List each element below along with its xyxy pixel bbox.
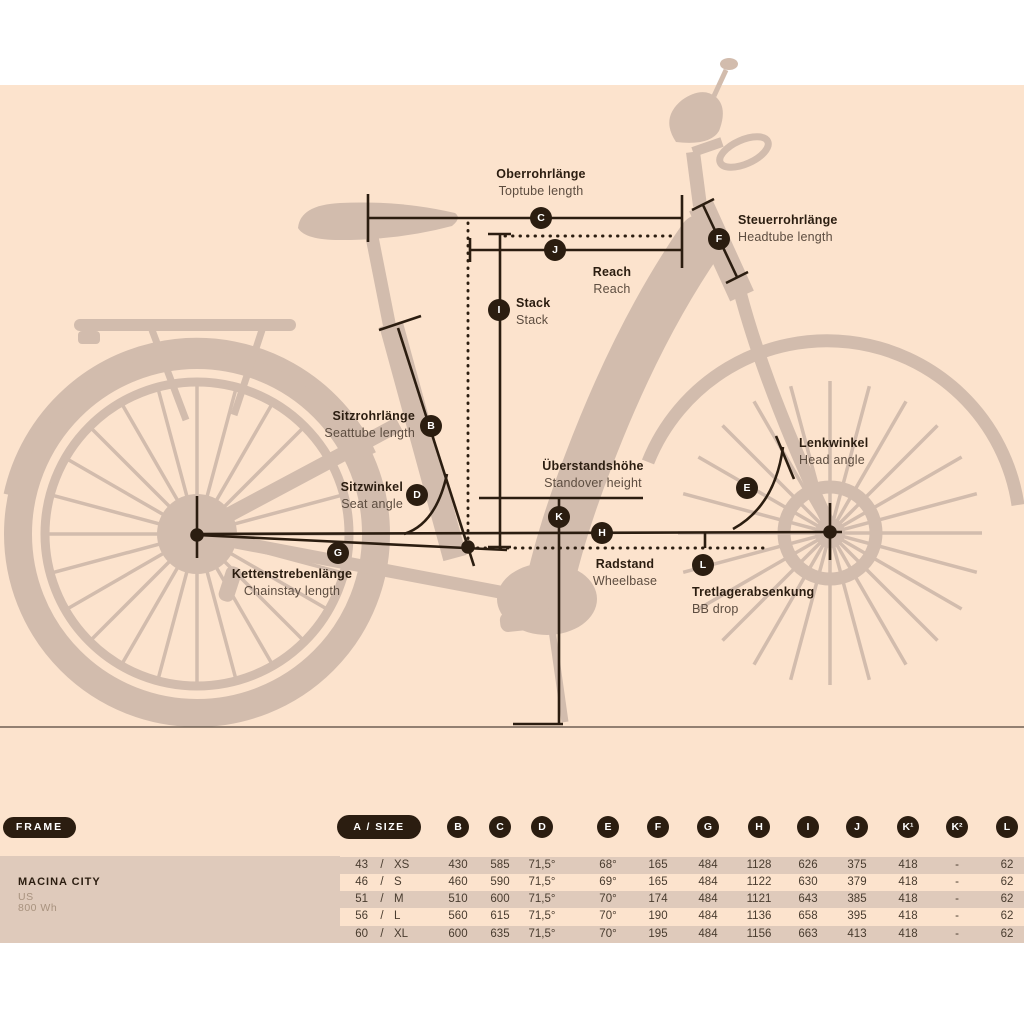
value-cell: 71,5°: [528, 910, 556, 923]
value-cell: 590: [490, 875, 510, 888]
value-cell: 375: [847, 858, 867, 871]
label-wheelbase-de: Radstand: [595, 557, 655, 571]
label-seattube: [255, 408, 415, 441]
label-headangle: [799, 435, 939, 468]
value-cell: 62: [1000, 875, 1014, 888]
value-cell: 510: [448, 893, 468, 906]
label-standover: [493, 458, 693, 491]
value-cell: 70°: [599, 893, 617, 906]
badge-headtube: F: [708, 228, 730, 250]
table-row-M: [0, 891, 1024, 908]
stem: [693, 142, 722, 152]
label-bbdrop-de: Tretlagerabsenkung: [692, 585, 815, 599]
badge-stack: I: [488, 299, 510, 321]
mirror-arm: [714, 70, 726, 96]
value-cell: 174: [648, 893, 668, 906]
table-row-XL: [0, 926, 1024, 943]
value-cell: 418: [898, 927, 918, 940]
label-chainstay: [192, 566, 392, 599]
value-cell: 643: [798, 893, 818, 906]
value-cell: 484: [698, 858, 718, 871]
value-cell: -: [955, 910, 959, 923]
value-cell: -: [955, 927, 959, 940]
value-cell: 600: [490, 893, 510, 906]
model-region: US: [18, 891, 34, 903]
size-number: 46: [355, 875, 368, 888]
value-cell: 62: [1000, 893, 1014, 906]
size-number: 56: [355, 910, 368, 923]
column-badge-D: D: [531, 816, 553, 838]
label-reach: [512, 264, 712, 297]
column-badge-E: E: [597, 816, 619, 838]
value-cell: 418: [898, 893, 918, 906]
value-cell: 560: [448, 910, 468, 923]
value-cell: 460: [448, 875, 468, 888]
model-battery: 800 Wh: [18, 902, 58, 914]
label-seattube-en: Seattube length: [324, 425, 415, 440]
value-cell: 190: [648, 910, 668, 923]
value-cell: 1156: [746, 927, 772, 940]
size-separator: /: [380, 875, 384, 888]
size-separator: /: [380, 858, 384, 871]
frame-pill: FRAME: [3, 817, 76, 838]
value-cell: -: [955, 875, 959, 888]
label-toptube-en: Toptube length: [498, 183, 584, 198]
value-cell: 626: [798, 858, 818, 871]
value-cell: 430: [448, 858, 468, 871]
saddle: [298, 202, 458, 240]
value-cell: -: [955, 893, 959, 906]
value-cell: -: [955, 858, 959, 871]
label-chainstay-de: Kettenstrebenlänge: [231, 567, 353, 581]
value-cell: 630: [798, 875, 818, 888]
column-badge-J: J: [846, 816, 868, 838]
column-badge-K²: K²: [946, 816, 968, 838]
size-header-pill: A / SIZE: [337, 815, 421, 839]
size-number: 51: [355, 893, 368, 906]
label-headangle-de: Lenkwinkel: [799, 436, 869, 450]
column-badge-K¹: K¹: [897, 816, 919, 838]
label-chainstay-en: Chainstay length: [243, 583, 341, 598]
label-stack-en: Stack: [516, 312, 549, 327]
value-cell: 68°: [599, 858, 617, 871]
column-badge-H: H: [748, 816, 770, 838]
value-cell: 635: [490, 927, 510, 940]
rear-light: [78, 331, 100, 344]
value-cell: 1121: [746, 893, 772, 906]
label-wheelbase-en: Wheelbase: [592, 573, 658, 588]
value-cell: 71,5°: [528, 927, 556, 940]
value-cell: 1128: [746, 858, 772, 871]
value-cell: 70°: [599, 927, 617, 940]
value-cell: 62: [1000, 858, 1014, 871]
value-cell: 585: [490, 858, 510, 871]
value-cell: 62: [1000, 910, 1014, 923]
value-cell: 379: [847, 875, 867, 888]
badge-wheelbase: H: [591, 522, 613, 544]
value-cell: 70°: [599, 910, 617, 923]
badge-seattube: B: [420, 415, 442, 437]
value-cell: 418: [898, 910, 918, 923]
handlebar-grip: [715, 130, 772, 173]
badge-chainstay: G: [327, 542, 349, 564]
value-cell: 418: [898, 858, 918, 871]
value-cell: 484: [698, 893, 718, 906]
cockpit-cluster: [669, 92, 723, 143]
value-cell: 600: [448, 927, 468, 940]
table-row-XS: [0, 857, 1024, 874]
badge-headangle: E: [736, 477, 758, 499]
column-badge-G: G: [697, 816, 719, 838]
table-row-L: [0, 908, 1024, 925]
badge-reach: J: [544, 239, 566, 261]
bike-silhouette: [10, 58, 1018, 722]
column-badge-L: L: [996, 816, 1018, 838]
value-cell: 484: [698, 910, 718, 923]
label-standover-de: Überstandshöhe: [542, 459, 644, 473]
badge-toptube: C: [530, 207, 552, 229]
label-reach-de: Reach: [592, 265, 632, 279]
steerer: [693, 152, 700, 206]
model-name: MACINA CITY: [18, 876, 101, 888]
value-cell: 1122: [746, 875, 772, 888]
size-code: XS: [394, 858, 410, 871]
size-number: 43: [355, 858, 368, 871]
column-badge-F: F: [647, 816, 669, 838]
value-cell: 165: [648, 858, 668, 871]
value-cell: 195: [648, 927, 668, 940]
size-number: 60: [355, 927, 368, 940]
label-standover-en: Standover height: [544, 475, 642, 490]
column-badge-C: C: [489, 816, 511, 838]
badge-standover: K: [548, 506, 570, 528]
value-cell: 62: [1000, 927, 1014, 940]
front-fender: [648, 341, 1018, 505]
size-code: L: [394, 910, 401, 923]
seatpost: [372, 237, 390, 328]
value-cell: 71,5°: [528, 875, 556, 888]
column-badge-B: B: [447, 816, 469, 838]
value-cell: 165: [648, 875, 668, 888]
value-cell: 663: [798, 927, 818, 940]
size-separator: /: [380, 893, 384, 906]
label-seatangle-en: Seat angle: [341, 496, 403, 511]
label-toptube-de: Oberrohrlänge: [496, 167, 586, 181]
value-cell: 658: [798, 910, 818, 923]
label-bbdrop: [692, 584, 912, 617]
size-code: M: [394, 893, 404, 906]
label-headtube: [738, 212, 908, 245]
bb-dot: [463, 542, 474, 553]
badge-seatangle: D: [406, 484, 428, 506]
label-bbdrop-en: BB drop: [692, 601, 739, 616]
size-separator: /: [380, 910, 384, 923]
mirror: [720, 58, 738, 70]
size-code: S: [394, 875, 402, 888]
label-headtube-de: Steuerrohrlänge: [738, 213, 838, 227]
value-cell: 71,5°: [528, 893, 556, 906]
value-cell: 484: [698, 875, 718, 888]
label-seatangle-de: Sitzwinkel: [340, 480, 403, 494]
value-cell: 1136: [746, 910, 772, 923]
label-toptube: [441, 166, 641, 199]
label-stack-de: Stack: [516, 296, 551, 310]
value-cell: 385: [847, 893, 867, 906]
label-stack: [516, 295, 636, 328]
rear-axle-dot: [192, 530, 203, 541]
value-cell: 71,5°: [528, 858, 556, 871]
label-reach-en: Reach: [593, 281, 631, 296]
table-row-S: [0, 874, 1024, 891]
value-cell: 395: [847, 910, 867, 923]
badge-bbdrop: L: [692, 554, 714, 576]
label-seatangle: [243, 479, 403, 512]
value-cell: 69°: [599, 875, 617, 888]
value-cell: 413: [847, 927, 867, 940]
value-cell: 615: [490, 910, 510, 923]
value-cell: 418: [898, 875, 918, 888]
value-cell: 484: [698, 927, 718, 940]
label-headangle-en: Head angle: [799, 452, 865, 467]
size-code: XL: [394, 927, 409, 940]
size-separator: /: [380, 927, 384, 940]
label-headtube-en: Headtube length: [738, 229, 833, 244]
label-seattube-de: Sitzrohrlänge: [332, 409, 415, 423]
front-axle-dot: [825, 527, 836, 538]
column-badge-I: I: [797, 816, 819, 838]
